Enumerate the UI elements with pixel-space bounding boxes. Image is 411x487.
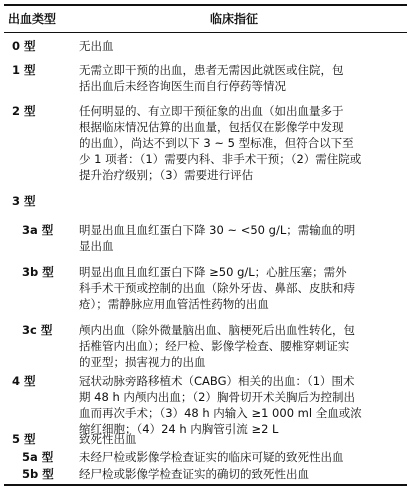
row-type-0: 0 型 [12, 39, 36, 53]
row-desc-3c: 颅内出血（除外微量脑出血、脑梗死后出血性转化，包 括椎管内出血）；经尸检、影像学检查、腰椎穿刺证实 的亚型；损害视力的出血 [79, 323, 355, 369]
row-desc-3a: 明显出血且血红蛋白下降 30 ~ <50 g/L；需输血的明 显出血 [79, 223, 356, 253]
row-desc-0: 无出血 [79, 39, 114, 53]
row-desc-5b: 经尸检或影像学检查证实的确切的致死性出血 [79, 467, 309, 481]
header-desc: 临床指征 [210, 12, 259, 26]
row-type-3b: 3b 型 [22, 265, 54, 279]
row-type-4: 4 型 [12, 374, 36, 388]
row-type-5: 5 型 [12, 432, 36, 446]
row-type-2: 2 型 [12, 104, 36, 118]
row-desc-5a: 未经尸检或影像学检查证实的临床可疑的致死性出血 [79, 450, 344, 464]
header-rule [4, 32, 407, 33]
top-rule [4, 4, 407, 6]
row-desc-1: 无需立即干预的出血，患者无需因此就医或住院，包 括出血后未经咨询医生而自行停药等情况 [79, 63, 344, 93]
row-type-3c: 3c 型 [22, 323, 53, 337]
row-type-5a: 5a 型 [22, 450, 54, 464]
row-type-1: 1 型 [12, 63, 36, 77]
row-desc-5: 致死性出血 [79, 432, 137, 446]
row-desc-2: 任何明显的、有立即干预征象的出血（如出血量多于 根据临床情况估算的出血量，包括仅在影像学中发现 的出血），尚达不到以下 3 ~ 5 型标准，但符合以下至 少 1 项者：（1）需要内科、非手术干预；（2）需住院或 提升治疗级别；（3）需要进行评估 [79, 104, 362, 182]
row-desc-3b: 明显出血且血红蛋白下降 ≥50 g/L；心脏压塞；需外 科手术干预或控制的出血（除外牙齿、鼻部、皮肤和痔 疮）；需静脉应用血管活性药物的出血 [79, 265, 355, 311]
row-desc-4: 冠状动脉旁路移植术（CABG）相关的出血：（1）围术 期 48 h 内颅内出血；（2）胸骨切开术关胸后为控制出 血而再次手术；（3）48 h 内输入 ≥1 000 ml 全血或浓 缩红细胞；（4）24 h 内胸管引流 ≥2 L [79, 374, 362, 436]
row-type-3a: 3a 型 [22, 223, 54, 237]
header-type: 出血类型 [8, 12, 57, 26]
row-type-5b: 5b 型 [22, 467, 54, 481]
row-type-3: 3 型 [12, 194, 36, 208]
bottom-rule [4, 484, 407, 486]
